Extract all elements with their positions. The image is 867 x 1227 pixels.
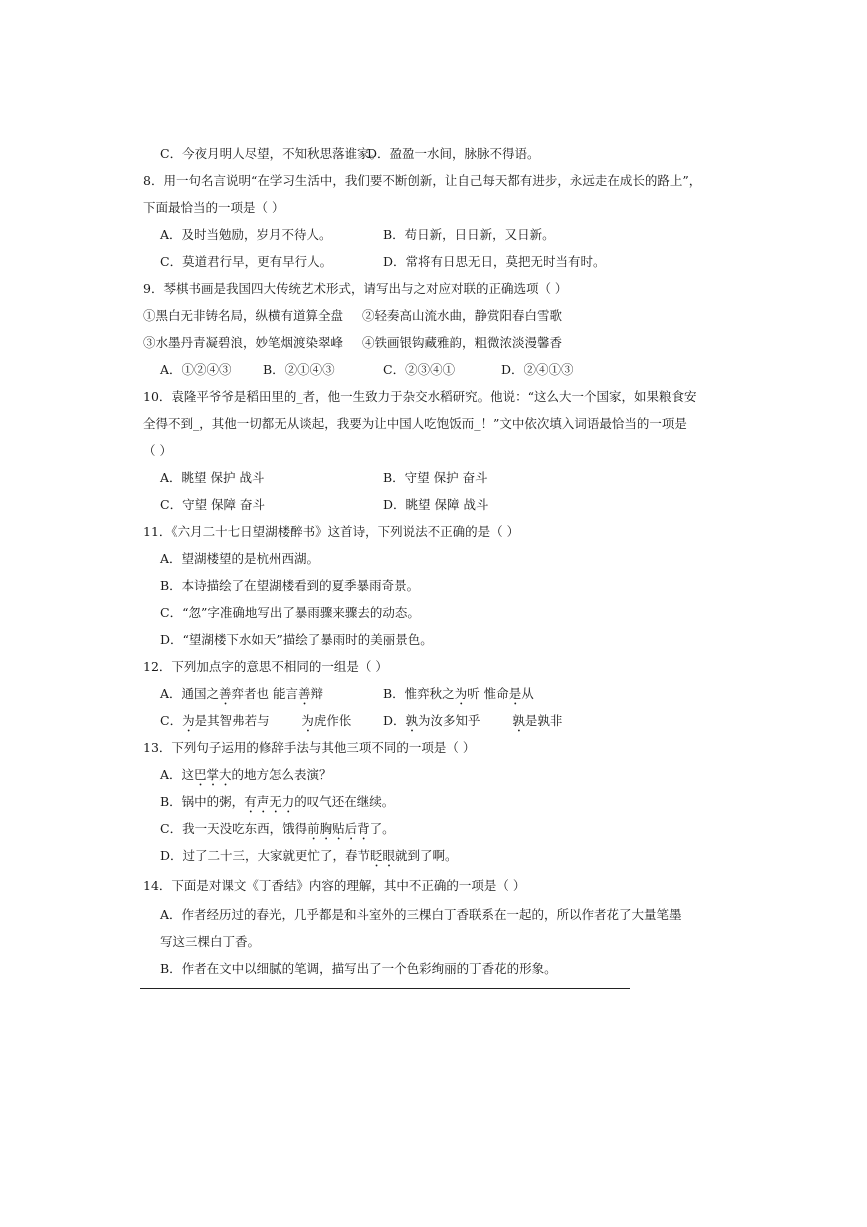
q10-option-d: D．眺望 保障 战斗	[383, 497, 489, 512]
q8-stem-line2: 下面最恰当的一项是（ ）	[143, 200, 285, 215]
q13-option-c: C．我一天没吃东西，饿得前胸贴后背了。	[160, 821, 395, 836]
q13-option-d: D．过了二十三，大家就更忙了，春节眨眼就到了啊。	[160, 848, 458, 863]
q11-option-d: D．“望湖楼下水如天”描绘了暴雨时的美丽景色。	[160, 632, 433, 647]
q9-option-b: B．②①④③	[263, 362, 335, 377]
q14-option-b: B．作者在文中以细腻的笔调，描写出了一个色彩绚丽的丁香花的形象。	[160, 961, 557, 976]
q8-option-c: C．莫道君行早，更有早行人。	[160, 254, 333, 269]
q10-stem-line2: 全得不到_，其他一切都无从谈起，我要为让中国人吃饱饭而_！”文中依次填入词语最恰当的一项是	[143, 416, 687, 431]
q8-option-d: D．常将有日思无日，莫把无时当有时。	[383, 254, 606, 269]
q13-option-b: B．锅中的粥，有声无力的叹气还在继续。	[160, 794, 395, 809]
q9-stem: 9．琴棋书画是我国四大传统艺术形式，请写出与之对应对联的正确选项（ ）	[143, 281, 568, 296]
q12-option-b: B．惟弈秋之为听 惟命是从	[383, 686, 534, 701]
q14-option-a-line1: A．作者经历过的春光，几乎都是和斗室外的三棵白丁香联系在一起的，所以作者花了大量笔墨	[160, 907, 682, 922]
q10-stem-line1: 10．袁隆平爷爷是稻田里的_者，他一生致力于杂交水稻研究。他说：“这么大一个国家，如果粮食安	[143, 389, 697, 404]
q9-couplet-3: ③水墨丹青凝碧浪，妙笔烟渡染翠峰	[143, 335, 344, 350]
q7-option-d: D．盈盈一水间，脉脉不得语。	[367, 146, 540, 161]
q9-couplet-4: ④铁画银钩藏雅韵，粗微浓淡漫馨香	[362, 335, 563, 350]
q10-stem-line3: （ ）	[143, 443, 172, 458]
q9-couplet-1: ①黑白无非铸名局，纵横有道算全盘	[143, 308, 344, 323]
q10-option-c: C．守望 保障 奋斗	[160, 497, 266, 512]
q9-option-c: C．②③④①	[383, 362, 456, 377]
q9-option-a: A．①②④③	[160, 362, 232, 377]
q12-option-c: C．为是其智弗若与 为虎作伥	[160, 713, 352, 728]
q12-option-d: D．孰为汝多知乎 孰是孰非	[383, 713, 563, 728]
q9-couplet-2: ②轻奏高山流水曲，静赏阳春白雪歌	[362, 308, 563, 323]
q9-option-d: D．②④①③	[501, 362, 574, 377]
q8-stem-line1: 8．用一句名言说明“在学习生活中，我们要不断创新，让自己每天都有进步，永远走在成长的路上”，	[143, 173, 702, 188]
q10-option-a: A．眺望 保护 战斗	[160, 470, 265, 485]
q11-option-b: B．本诗描绘了在望湖楼看到的夏季暴雨奇景。	[160, 578, 420, 593]
q13-option-a: A．这巴掌大的地方怎么表演？	[160, 767, 332, 782]
q12-stem: 12．下列加点字的意思不相同的一组是（ ）	[143, 659, 388, 674]
q14-stem: 14．下面是对课文《丁香结》内容的理解，其中不正确的一项是（ ）	[143, 878, 526, 893]
q13-stem: 13．下列句子运用的修辞手法与其他三项不同的一项是（ ）	[143, 740, 476, 755]
q14-option-a-line2: 写这三棵白丁香。	[160, 934, 261, 949]
q8-option-b: B．苟日新，日日新，又日新。	[383, 227, 555, 242]
q12-option-a: A．通国之善弈者也 能言善辩	[160, 686, 324, 701]
q11-stem: 11．《六月二十七日望湖楼醉书》这首诗，下列说法不正确的是（ ）	[143, 524, 520, 539]
q10-option-b: B．守望 保护 奋斗	[383, 470, 488, 485]
q11-option-c: C．“忽”字准确地写出了暴雨骤来骤去的动态。	[160, 605, 420, 620]
q7-option-c: C．今夜月明人尽望，不知秋思落谁家。	[160, 146, 383, 161]
q8-option-a: A．及时当勉励，岁月不待人。	[160, 227, 332, 242]
q11-option-a: A．望湖楼望的是杭州西湖。	[160, 551, 320, 566]
footer-divider	[140, 988, 630, 989]
